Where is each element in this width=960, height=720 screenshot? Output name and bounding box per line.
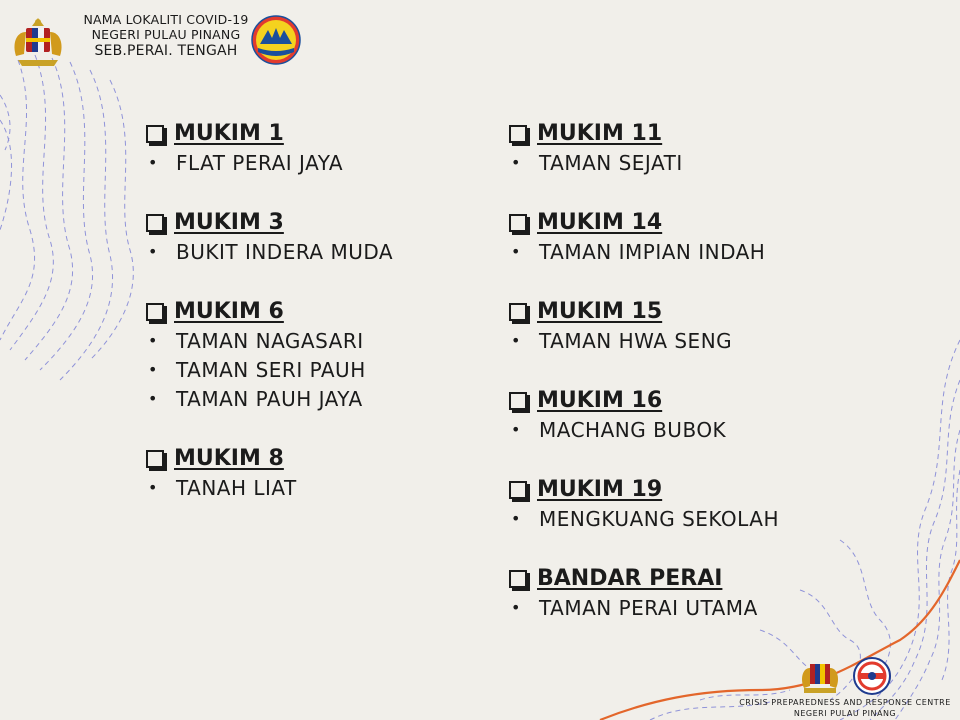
list-item (146, 148, 393, 177)
item-label: MENGKUANG SEKOLAH (539, 506, 779, 531)
section-mukim-15 (509, 296, 779, 355)
crest-logo-icon (798, 660, 842, 696)
footer-text (730, 697, 960, 719)
list-item (509, 504, 779, 533)
bullet-icon: • (511, 331, 521, 350)
checkbox-icon (509, 125, 527, 143)
item-label: BUKIT INDERA MUDA (176, 239, 394, 264)
checkbox-icon (509, 214, 527, 232)
checkbox-icon (509, 481, 527, 499)
section-heading (509, 474, 779, 504)
section-heading (509, 563, 779, 593)
section-heading (509, 296, 779, 326)
title-block (76, 12, 256, 60)
section-mukim-14 (509, 207, 779, 266)
list-item (509, 593, 779, 622)
heading-label: MUKIM 14 (537, 209, 663, 235)
footer-line-1: CRISIS PREPAREDNESS AND RESPONSE CENTRE (739, 698, 951, 707)
section-heading (146, 296, 393, 326)
left-column (146, 118, 393, 532)
heading-label: MUKIM 16 (537, 387, 663, 413)
section-heading (146, 118, 393, 148)
heading-label: MUKIM 11 (537, 120, 663, 146)
bullet-icon: • (148, 360, 158, 379)
title-line-2: NEGERI PULAU PINANG (91, 27, 241, 42)
bullet-icon: • (511, 153, 521, 172)
footer (730, 656, 960, 720)
item-label: TAMAN NAGASARI (176, 328, 364, 353)
section-mukim-19 (509, 474, 779, 533)
bullet-icon: • (511, 509, 521, 528)
section-heading (509, 207, 779, 237)
section-heading (509, 118, 779, 148)
heading-label: MUKIM 15 (537, 298, 663, 324)
heading-label: MUKIM 3 (174, 209, 284, 235)
section-mukim-1 (146, 118, 393, 177)
item-label: TAMAN PAUH JAYA (176, 386, 363, 411)
bullet-icon: • (148, 389, 158, 408)
list-item (146, 237, 393, 266)
heading-label: BANDAR PERAI (537, 565, 723, 591)
item-label: TAMAN IMPIAN INDAH (539, 239, 766, 264)
bullet-icon: • (148, 478, 158, 497)
bullet-icon: • (511, 242, 521, 261)
section-heading (146, 443, 393, 473)
right-column (509, 118, 779, 652)
heading-label: MUKIM 1 (174, 120, 284, 146)
heading-label: MUKIM 8 (174, 445, 284, 471)
list-item (509, 326, 779, 355)
item-label: TAMAN SERI PAUH (176, 357, 366, 382)
item-label: MACHANG BUBOK (539, 417, 727, 442)
bullet-icon: • (148, 331, 158, 350)
heading-label: MUKIM 19 (537, 476, 663, 502)
coat-of-arms-icon (6, 14, 70, 70)
item-label: FLAT PERAI JAYA (176, 150, 344, 175)
section-mukim-16 (509, 385, 779, 444)
state-seal-icon (250, 14, 302, 66)
item-label: TAMAN SEJATI (539, 150, 683, 175)
checkbox-icon (509, 303, 527, 321)
section-mukim-3 (146, 207, 393, 266)
section-bandar-perai (509, 563, 779, 622)
heading-label: MUKIM 6 (174, 298, 284, 324)
checkbox-icon (146, 125, 164, 143)
section-mukim-11 (509, 118, 779, 177)
checkbox-icon (509, 392, 527, 410)
cprc-logo-icon (852, 656, 892, 696)
list-item (146, 384, 393, 413)
checkbox-icon (509, 570, 527, 588)
list-item (146, 355, 393, 384)
bullet-icon: • (511, 420, 521, 439)
section-mukim-8 (146, 443, 393, 502)
item-label: TAMAN PERAI UTAMA (539, 595, 758, 620)
item-label: TANAH LIAT (176, 475, 297, 500)
section-heading (146, 207, 393, 237)
checkbox-icon (146, 214, 164, 232)
bullet-icon: • (148, 153, 158, 172)
footer-line-2: NEGERI PULAU PINANG (793, 709, 897, 718)
bullet-icon: • (148, 242, 158, 261)
list-item (509, 148, 779, 177)
title-line-1: NAMA LOKALITI COVID-19 (83, 12, 249, 27)
section-heading (509, 385, 779, 415)
item-label: TAMAN HWA SENG (539, 328, 733, 353)
list-item (146, 473, 393, 502)
section-mukim-6 (146, 296, 393, 413)
list-item (146, 326, 393, 355)
header (6, 10, 306, 70)
checkbox-icon (146, 450, 164, 468)
bullet-icon: • (511, 598, 521, 617)
list-item (509, 237, 779, 266)
title-line-3: SEB.PERAI. TENGAH (94, 43, 238, 59)
checkbox-icon (146, 303, 164, 321)
list-item (509, 415, 779, 444)
